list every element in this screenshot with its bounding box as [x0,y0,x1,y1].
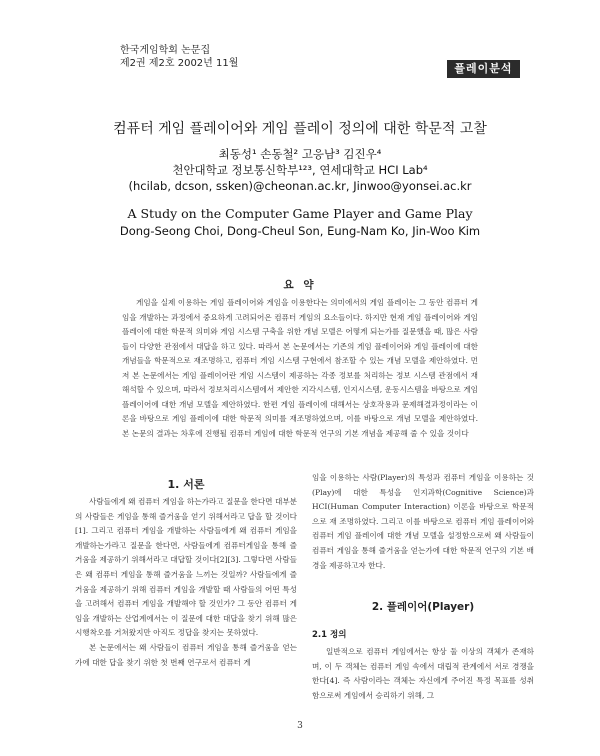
abstract-heading: 요 약 [283,279,317,291]
abstract-text: 게임을 실제 이용하는 게임 플레이어와 게임을 이용한다는 의미에서의 게임 플레이는 그 동안 컴퓨터 게임을 개발하는 과정에서 중요하게 고려되어온 컴퓨터 게임의 요소들이다. 하지만 현재 게임 플레이어와 게임 플레이에 대한 학문적 의미와 게임 시스템 구축을 위한 개념 모델은 어떻게 되는가를 질문했을 때, 많은 사람들이 다양한 관점에서 대답을 하고 있다. 따라서 본 논문에서는 기존의 게임 플레이어와 게임 플레이에 대한 개념들을 학문적으로 재조명하고, 컴퓨터 게임 시스템 구현에서 참조할 수 있는 개념 모델을 제안하였다. 먼저 본 논문에서는 게임 플레이어란 게임 시스템이 제공하는 각종 정보를 처리하는 정보 시스템 관점에서 재해석할 수 있으며, 따라서 정보처리시스템에서 제안한 지각시스템, 인지시스템, 운동시스템을 바탕으로 게임 플레이어에 대한 개념 모델을 제안하였다. 한편 게임 플레이에 대해서는 상호작용과 문제해결과정이라는 이론을 바탕으로 게임 플레이에 대한 학문적 의미를 재조명하였으며, 이를 바탕으로 개념 모델을 제안하였다. 본 논문의 결과는 차후에 진행될 컴퓨터 게임에 대한 학문적 연구의 기본 개념을 제공해 줄 수 있을 것이다 [122,298,478,438]
section2-heading: 2. 플레이어(Player) [371,601,475,613]
author-emails: (hcilab, dcson, ssken)@cheonan.ac.kr, Jinwoo@yonsei.ac.kr [128,179,472,193]
author-affiliation: 천안대학교 정보통신학부¹²³, 연세대학교 HCI Lab⁴ [172,163,428,177]
author-block-korean [0,146,600,194]
journal-info [120,44,238,70]
category-badge: 플레이분석 [447,60,520,78]
journal-name: 한국게임학회 논문집 [120,45,211,56]
author-names: 최동성¹ 손동철² 고응남³ 김진우⁴ [218,147,382,161]
section1-heading: 1. 서론 [167,478,205,491]
section1-paragraph-1: 사람들에게 왜 컴퓨터 게임을 하는가라고 질문을 한다면 대부분의 사람들은 게임을 통해 즐거움을 얻기 위해서라고 답을 할 것이다[1]. 그리고 컴퓨터 게임을 개발하는 사람들에게 왜 컴퓨터 게임을 개발하는가라고 질문을 한다면, 사람들에게 컴퓨터게임을 통해 즐거움을 제공하기 위해서라고 대답할 것이다[2][3]. 그렇다면 사람들은 왜 컴퓨터 게임을 통해 즐거움을 느끼는 것일까? 사람들에게 즐거움을 제공하기 위해 컴퓨터 게임을 개발할 때 사람들의 어떤 특성을 고려해서 컴퓨터 게임을 개발해야 할 것인가? 그 동안 컴퓨터 게임을 개발하는 산업계에서는 이 질문에 대한 대답을 찾기 위해 많은 시행착오를 거쳐왔지만 아직도 정답을 찾지는 못하였다. [75,497,297,638]
journal-issue: 제2권 제2호 2002년 11월 [120,58,239,69]
right-column-bottom [312,645,534,703]
right-column-top [312,471,534,573]
section1-paragraph-2: 본 논문에서는 왜 사람들이 컴퓨터 게임을 통해 즐거움을 얻는가에 대한 답을 찾기 위한 첫 번째 연구로서 컴퓨터 게 [75,642,297,667]
paper-title-english: A Study on the Computer Game Player and Game Play [127,206,473,221]
paper-title-korean: 컴퓨터 게임 플레이어와 게임 플레이 정의에 대한 학문적 고찰 [113,121,487,137]
section1-continuation: 임을 이용하는 사람(Player)의 특성과 컴퓨터 게임을 이용하는 것(Play)에 대한 특성을 인지과학(Cognitive Science)과 HCI(Human Computer Interaction) 이론을 바탕으로 학문적으로 재 조명하였다. 그리고 이를 바탕으로 컴퓨터 게임 플레이어와 컴퓨터 게임 플레이에 대한 개념 모델을 설정함으로써 왜 사람들이 컴퓨터 게임을 통해 즐거움을 얻는가에 대한 학문적 연구의 기본 배경을 제공하고자 한다. [312,473,534,570]
subsection-2-1-heading: 2.1 정의 [312,630,347,640]
left-column [75,495,297,670]
author-names-english: Dong-Seong Choi, Dong-Cheul Son, Eung-Nam Ko, Jin-Woo Kim [119,224,481,238]
section2-paragraph: 일반적으로 컴퓨터 게임에서는 항상 둘 이상의 객체가 존재하며, 이 두 객체는 컴퓨터 게임 속에서 대립적 관계에서 서로 경쟁을 한다[4]. 즉 사람이라는 객체는 자신에게 주어진 특정 목표를 성취함으로써 게임에서 승리하기 위해, 그 [312,647,534,700]
page-number: 3 [297,721,303,731]
